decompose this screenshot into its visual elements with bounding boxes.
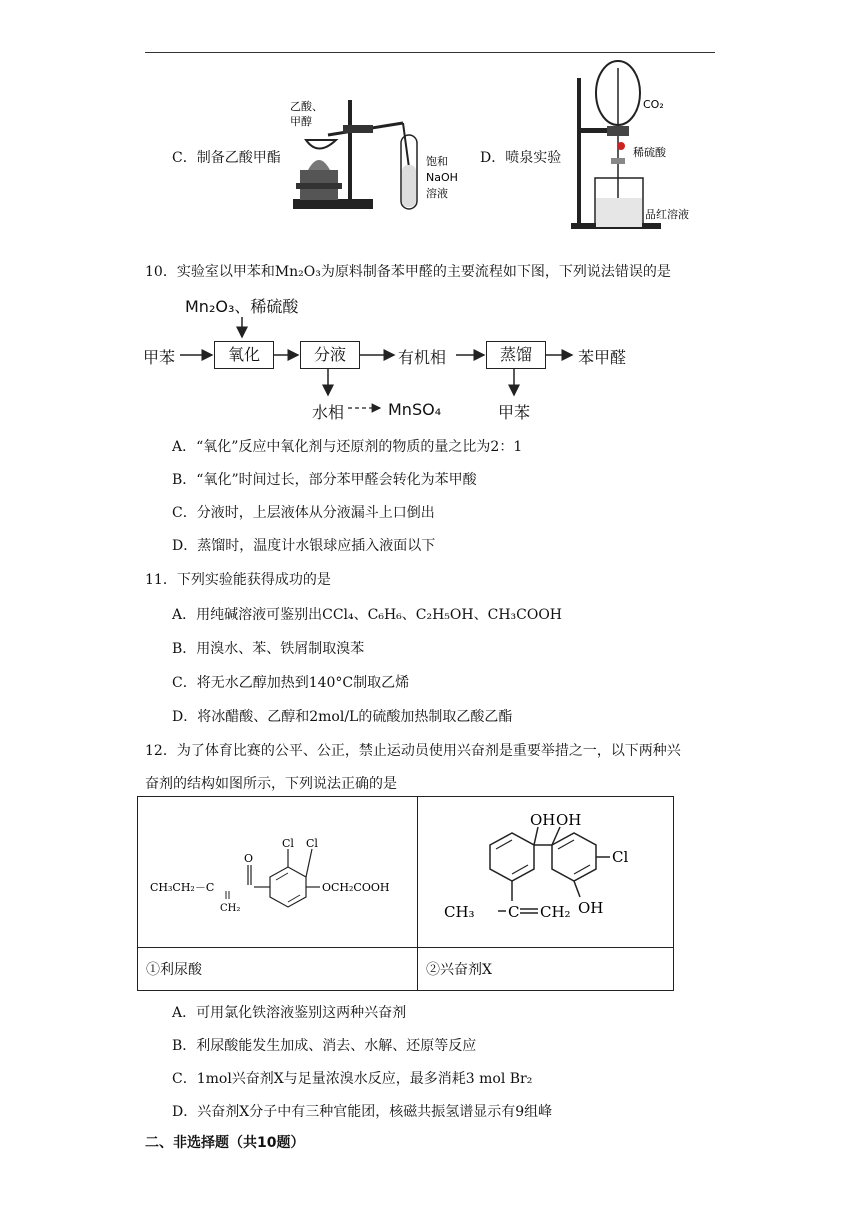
liquid [402, 165, 416, 207]
oh-label-1: OH [530, 811, 556, 829]
stand-rod [348, 100, 352, 200]
trap-label-1: 饱和 [426, 155, 448, 168]
stand-rod [577, 78, 581, 228]
flow-recycle: 甲苯 [498, 403, 531, 422]
gas-label: CO₂ [643, 98, 664, 111]
reagent-label-2: 甲醇 [290, 115, 312, 128]
right-caption: ②兴奋剂X [426, 962, 492, 978]
q12-option-a: A．可用氯化铁溶液鉴别这两种兴奋剂 [172, 1005, 407, 1021]
section-2-heading: 二、非选择题（共10题） [145, 1135, 305, 1151]
q11-option-c: C．将无水乙醇加热到140°C制取乙烯 [172, 675, 410, 691]
flow-aqueous: 水相 [312, 403, 345, 422]
q12-option-d: D．兴奋剂X分子中有三种官能团，核磁共振氢谱显示有9组峰 [172, 1104, 553, 1120]
stopper [607, 126, 629, 136]
flow-salt: MnSO₄ [388, 400, 442, 419]
q12-option-c: C．1mol兴奋剂X与足量浓溴水反应，最多消耗3 mol Br₂ [172, 1071, 533, 1087]
dropper [617, 142, 625, 150]
apparatus-d-label: D．喷泉实验 [480, 150, 562, 166]
q12-stem-line1: 12．为了体育比赛的公平、公正，禁止运动员使用兴奋剂是重要举措之一，以下两种兴 [145, 743, 681, 759]
c-label: C [508, 903, 520, 921]
solution-label: 品红溶液 [645, 208, 689, 221]
oh-label-2: OH [556, 811, 582, 829]
q10-stem: 10．实验室以甲苯和Mn₂O₃为原料制备苯甲醛的主要流程如下图，下列说法错误的是 [145, 264, 671, 280]
q11-option-a: A．用纯碱溶液可鉴别出CCl₄、C₆H₆、C₂H₅OH、CH₃COOH [172, 607, 563, 623]
flow-step-oxidation: 氧化 [214, 341, 274, 369]
cl-label: Cl [612, 848, 629, 866]
apparatus-c-figure [288, 95, 468, 217]
structure-table [137, 796, 674, 991]
q10-option-c: C．分液时，上层液体从分液漏斗上口倒出 [172, 505, 435, 521]
q11-stem: 11．下列实验能获得成功的是 [145, 572, 331, 588]
flow-step-distill: 蒸馏 [486, 341, 546, 369]
flask [306, 140, 336, 149]
q10-option-d: D．蒸馏时，温度计水银球应插入液面以下 [172, 538, 436, 554]
trap-label-2: NaOH [426, 171, 458, 184]
ch2-label: CH₂ [220, 903, 241, 914]
apparatus-c-label: C．制备乙酸甲酯 [172, 150, 281, 166]
cl-label-1: Cl [282, 837, 294, 850]
q11-option-d: D．将冰醋酸、乙醇和2mol/L的硫酸加热制取乙酸乙酯 [172, 709, 513, 725]
trap-label-3: 溶液 [426, 187, 448, 200]
block [296, 183, 342, 189]
stimulant-x-structure [428, 805, 668, 945]
chain-label: CH₃CH₂－C [150, 881, 215, 894]
q10-option-a: A．“氧化”反应中氧化剂与还原剂的物质的量之比为2：1 [172, 439, 523, 455]
flow-start: 甲苯 [143, 348, 176, 367]
svg-text:O: O [244, 852, 254, 865]
top-rule [145, 52, 715, 53]
acid-label: OCH₂COOH [322, 881, 390, 894]
q12-option-b: B．利尿酸能发生加成、消去、水解、还原等反应 [172, 1038, 477, 1054]
solution [596, 198, 642, 227]
flame [308, 160, 330, 170]
stand-base [293, 199, 373, 209]
flow-reagents: Mn₂O₃、稀硫酸 [185, 297, 299, 316]
q10-option-b: B．“氧化”时间过长，部分苯甲醛会转化为苯甲酸 [172, 472, 477, 488]
flow-organic: 有机相 [398, 348, 447, 367]
cl-label-2: Cl [306, 837, 318, 850]
left-caption: ①利尿酸 [146, 962, 202, 978]
ethacrynic-acid-structure [148, 827, 413, 937]
valve [611, 158, 625, 164]
q12-stem-line2: 奋剂的结构如图所示，下列说法正确的是 [145, 776, 397, 792]
ch2-label: CH₂ [540, 903, 571, 921]
flow-product: 苯甲醛 [578, 348, 627, 367]
acid-label: 稀硫酸 [633, 146, 666, 159]
ch3-label: CH₃ [444, 903, 475, 921]
oh-label-3: OH [578, 899, 604, 917]
q11-option-b: B．用溴水、苯、铁屑制取溴苯 [172, 641, 365, 657]
apparatus-d-figure [563, 58, 723, 233]
clamp [343, 125, 373, 133]
reagent-label-1: 乙酸、 [290, 100, 323, 113]
flow-step-separation: 分液 [300, 341, 360, 369]
